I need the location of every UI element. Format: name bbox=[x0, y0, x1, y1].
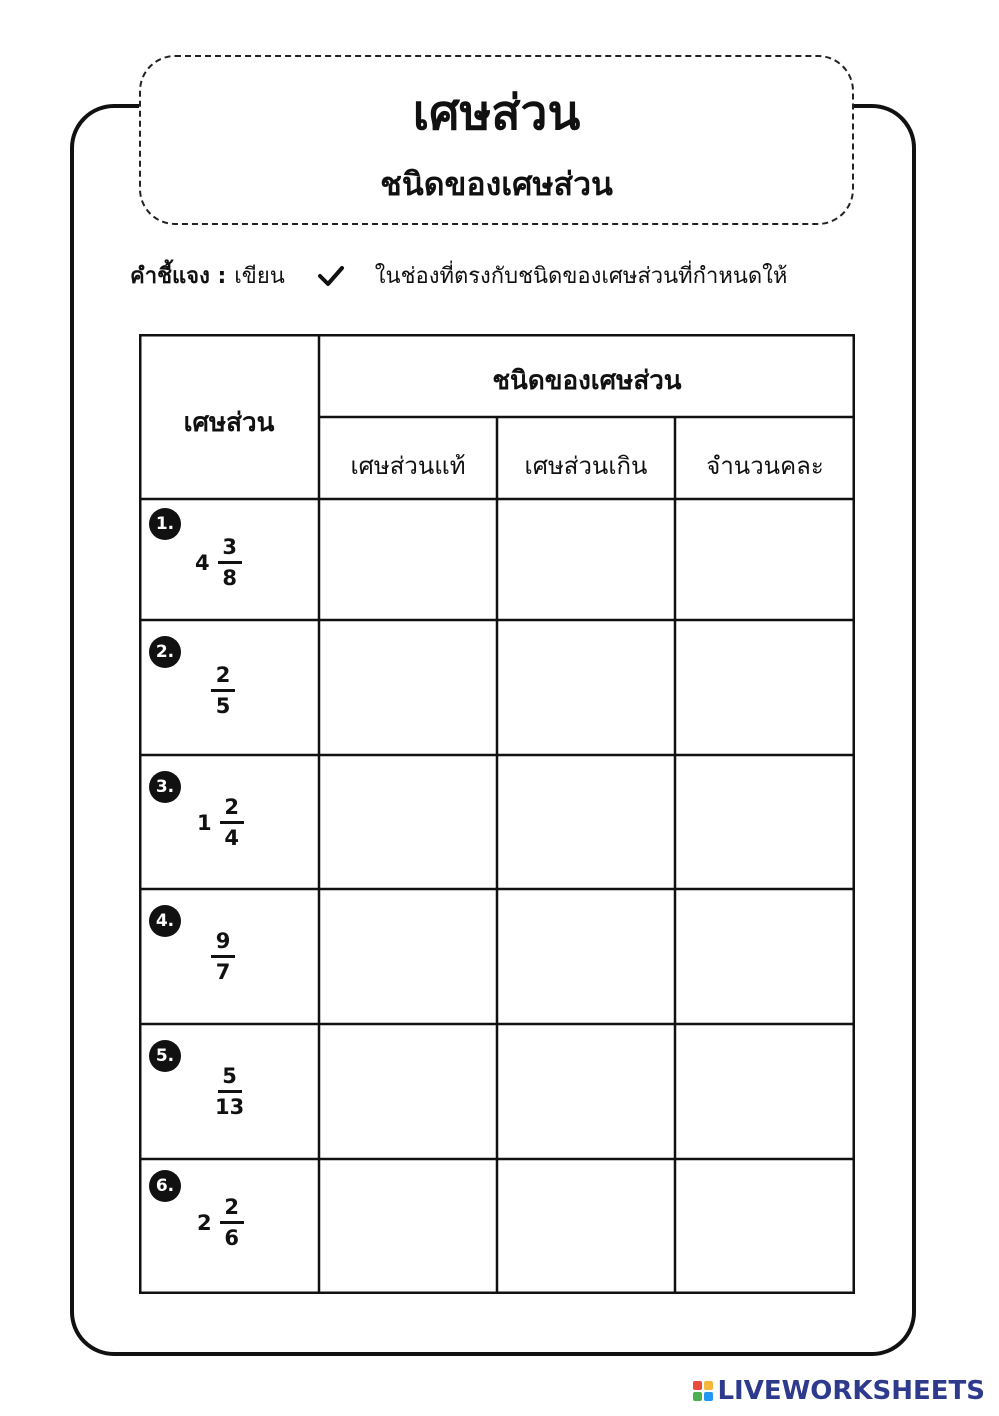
row-number-badge: 5. bbox=[149, 1040, 181, 1072]
fraction-denominator: 6 bbox=[224, 1226, 239, 1250]
answer-cell-improper-1[interactable] bbox=[498, 500, 674, 619]
answer-cell-improper-2[interactable] bbox=[498, 621, 674, 754]
header-fraction-type: ชนิดของเศษส่วน bbox=[492, 366, 682, 396]
instruction-label: คำชี้แจง : bbox=[130, 264, 227, 289]
fraction-value bbox=[215, 1065, 244, 1118]
fraction-denominator: 8 bbox=[222, 566, 237, 590]
answer-cell-mixed-2[interactable] bbox=[676, 621, 854, 754]
fraction-value bbox=[197, 1196, 244, 1249]
answer-cell-mixed-1[interactable] bbox=[676, 500, 854, 619]
fraction-denominator: 4 bbox=[224, 826, 239, 850]
fraction-whole: 4 bbox=[195, 550, 210, 575]
fraction-denominator: 13 bbox=[215, 1095, 245, 1119]
answer-cell-improper-6[interactable] bbox=[498, 1160, 674, 1293]
answer-cell-mixed-6[interactable] bbox=[676, 1160, 854, 1293]
fraction-numerator: 2 bbox=[224, 1195, 239, 1219]
row-number-badge: 6. bbox=[149, 1170, 181, 1202]
fraction-whole: 2 bbox=[197, 1210, 212, 1235]
fraction-table bbox=[139, 334, 855, 1294]
answer-cell-mixed-3[interactable] bbox=[676, 756, 854, 888]
fraction-numerator: 2 bbox=[224, 795, 239, 819]
fraction-numerator: 3 bbox=[222, 535, 237, 559]
check-icon bbox=[317, 263, 345, 289]
liveworksheets-logo-icon bbox=[693, 1381, 713, 1401]
instruction-text: ในช่องที่ตรงกับชนิดของเศษส่วนที่กำหนดให้ bbox=[374, 264, 788, 289]
answer-cell-mixed-4[interactable] bbox=[676, 890, 854, 1023]
fraction-value bbox=[211, 664, 235, 717]
row-number-badge: 1. bbox=[149, 508, 181, 540]
answer-cell-proper-4[interactable] bbox=[320, 890, 496, 1023]
page-subtitle: ชนิดของเศษส่วน bbox=[380, 165, 613, 203]
answer-cell-improper-3[interactable] bbox=[498, 756, 674, 888]
fraction-whole: 1 bbox=[197, 810, 212, 835]
fraction-value bbox=[211, 930, 235, 983]
fraction-numerator: 5 bbox=[222, 1064, 237, 1088]
instruction bbox=[130, 258, 787, 293]
header-proper-fraction: เศษส่วนแท้ bbox=[350, 452, 466, 480]
watermark-text: LIVEWORKSHEETS bbox=[717, 1376, 985, 1406]
fraction-numerator: 2 bbox=[215, 663, 231, 687]
header-fraction: เศษส่วน bbox=[183, 408, 275, 438]
answer-cell-improper-5[interactable] bbox=[498, 1025, 674, 1158]
answer-cell-proper-6[interactable] bbox=[320, 1160, 496, 1293]
answer-cell-proper-3[interactable] bbox=[320, 756, 496, 888]
row-number-badge: 4. bbox=[149, 905, 181, 937]
fraction-numerator: 9 bbox=[215, 929, 231, 953]
row-number-badge: 2. bbox=[149, 636, 181, 668]
fraction-value bbox=[197, 796, 244, 849]
answer-cell-proper-5[interactable] bbox=[320, 1025, 496, 1158]
answer-cell-proper-2[interactable] bbox=[320, 621, 496, 754]
row-number-badge: 3. bbox=[149, 771, 181, 803]
title-box bbox=[139, 55, 854, 225]
answer-cell-mixed-5[interactable] bbox=[676, 1025, 854, 1158]
header-improper-fraction: เศษส่วนเกิน bbox=[524, 452, 648, 480]
answer-cell-improper-4[interactable] bbox=[498, 890, 674, 1023]
header-mixed-number: จำนวนคละ bbox=[706, 452, 824, 480]
fraction-value bbox=[195, 536, 242, 589]
fraction-denominator: 5 bbox=[215, 694, 231, 718]
liveworksheets-watermark bbox=[693, 1376, 985, 1406]
answer-cell-proper-1[interactable] bbox=[320, 500, 496, 619]
fraction-denominator: 7 bbox=[215, 960, 231, 984]
page-title: เศษส่วน bbox=[412, 85, 581, 141]
instruction-write: เขียน bbox=[234, 264, 285, 289]
